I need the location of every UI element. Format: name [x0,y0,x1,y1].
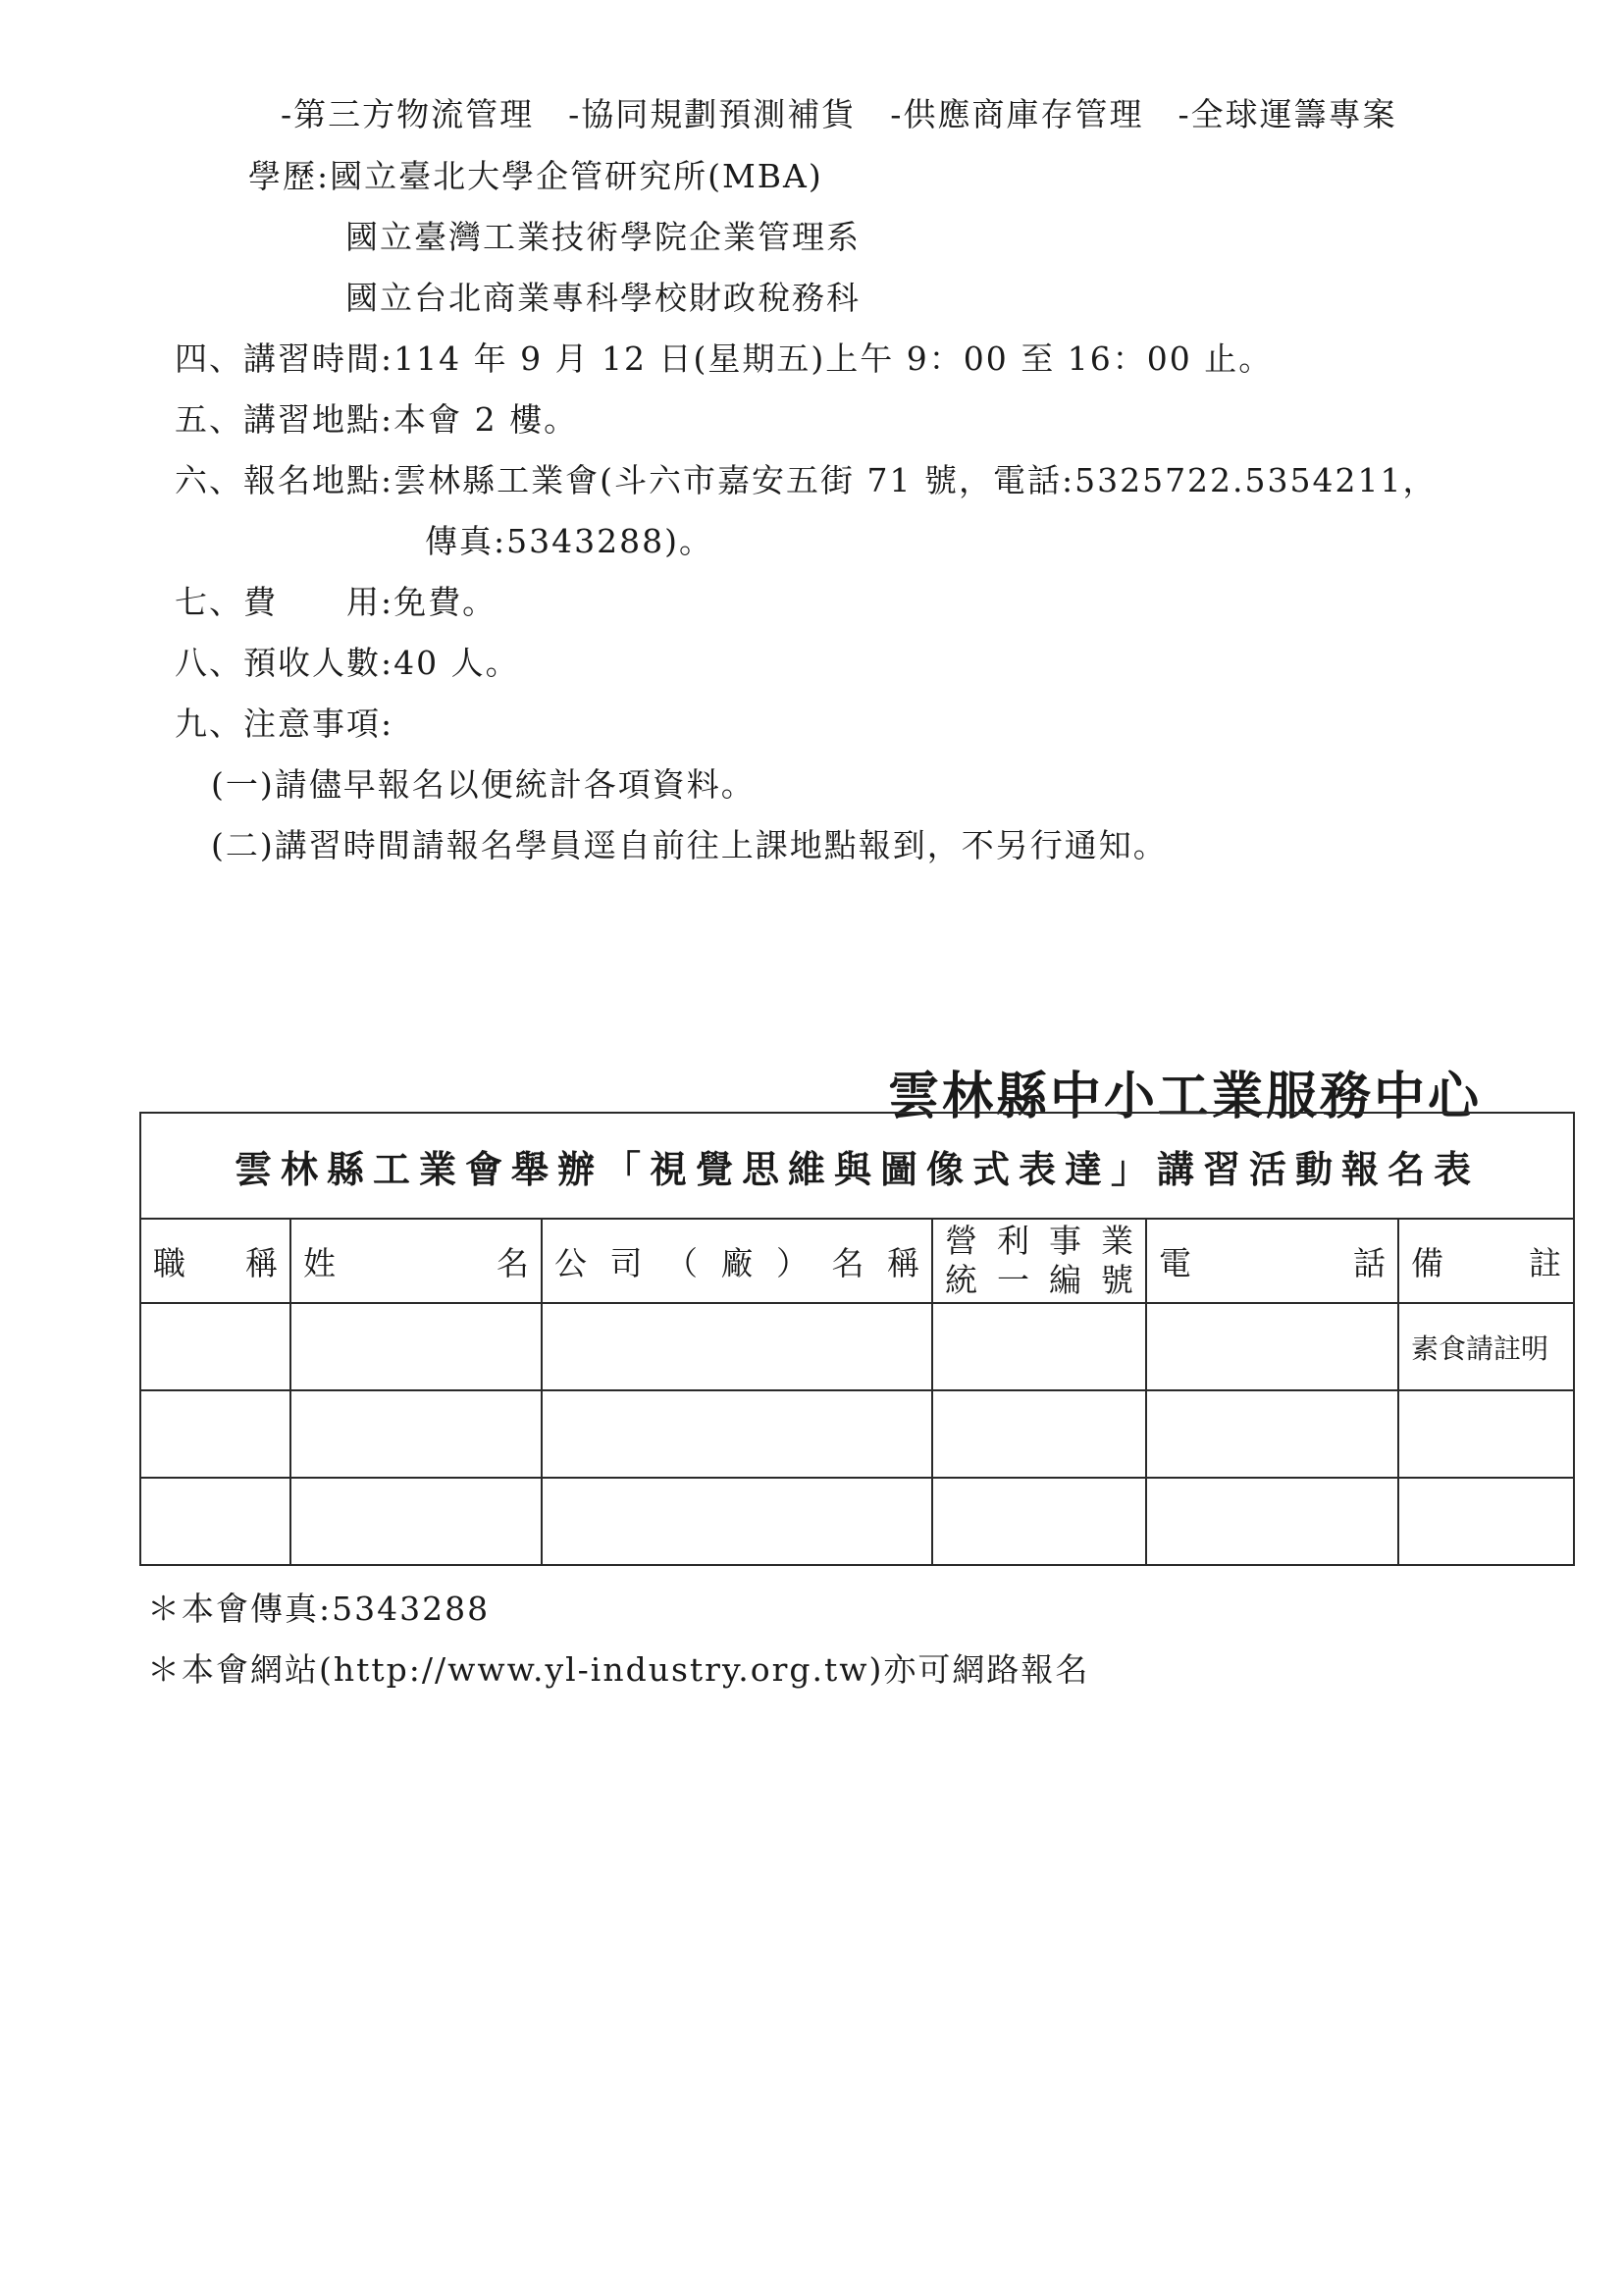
cell-name[interactable] [290,1478,542,1565]
org-title: 雲林縣中小工業服務中心 [888,1067,1483,1126]
header-char: 司 [609,1243,643,1282]
header-char: 號 [1101,1261,1133,1299]
form-title: 雲林縣工業會舉辦「視覺思維與圖像式表達」講習活動報名表 [140,1113,1574,1219]
cell-company[interactable] [542,1303,932,1390]
header-char: 利 [997,1222,1029,1260]
table-row [140,1303,1574,1390]
header-char: 職 [153,1243,185,1282]
fee-item: 七、費 用:免費。 [175,583,497,621]
cell-name[interactable] [290,1303,542,1390]
header-char: 電 [1159,1243,1191,1282]
education-item: 國立台北商業專科學校財政稅務科 [345,279,861,317]
header-char: 公 [554,1243,587,1282]
table-row [140,1390,1574,1478]
header-job-title [140,1219,290,1303]
education-first-line [248,157,823,196]
cell-phone[interactable] [1146,1390,1398,1478]
header-name [290,1219,542,1303]
header-tax-id [932,1219,1146,1303]
cell-name[interactable] [290,1390,542,1478]
cell-remark[interactable] [1398,1390,1574,1478]
cell-remark[interactable] [1398,1478,1574,1565]
cell-tax-id[interactable] [932,1478,1146,1565]
header-char: 統 [945,1261,977,1299]
header-char: 名 [831,1243,864,1282]
header-char: 事 [1049,1222,1081,1260]
header-char: 業 [1101,1222,1133,1260]
cell-phone[interactable] [1146,1303,1398,1390]
cell-job-title[interactable] [140,1478,290,1565]
header-phone [1146,1219,1398,1303]
header-char: 名 [497,1243,529,1282]
header-char: 廠 [720,1243,754,1282]
cell-job-title[interactable] [140,1390,290,1478]
cell-company[interactable] [542,1390,932,1478]
signup-item: 六、報名地點:雲林縣工業會(斗六市嘉安五街 71 號，電話:5325722.5354211， [175,461,1438,499]
signup-fax-line: 傳真:5343288)。 [425,522,713,560]
education-label: 學歷: [248,157,331,195]
header-char: 一 [997,1261,1029,1299]
header-char: 姓 [303,1243,336,1282]
cell-phone[interactable] [1146,1478,1398,1565]
cell-tax-id[interactable] [932,1303,1146,1390]
notes-heading: 九、注意事項: [175,704,394,743]
header-char: 稱 [887,1243,919,1282]
header-company [542,1219,932,1303]
registration-form [139,1112,1575,1566]
header-char: 編 [1049,1261,1081,1299]
note-item: (一)請儘早報名以便統計各項資料。 [211,765,756,804]
header-char: 營 [945,1222,977,1260]
education-item: 國立臺北大學企管研究所(MBA) [330,157,823,195]
header-char: 備 [1411,1243,1443,1282]
education-item: 國立臺灣工業技術學院企業管理系 [345,218,861,256]
cell-job-title[interactable] [140,1303,290,1390]
expertise-line: -第三方物流管理 -協同規劃預測補貨 -供應商庫存管理 -全球運籌專案 [281,95,1397,133]
vegetarian-note: 素食請註明 [1411,1331,1549,1365]
cell-tax-id[interactable] [932,1390,1146,1478]
header-char: （ [665,1243,698,1282]
header-char: 註 [1529,1243,1562,1282]
location-item: 五、講習地點:本會 2 樓。 [175,400,579,439]
header-char: 話 [1353,1243,1386,1282]
note-item: (二)講習時間請報名學員逕自前往上課地點報到，不另行通知。 [211,826,1168,864]
header-char: 稱 [245,1243,278,1282]
header-char: ） [776,1243,809,1282]
schedule-item: 四、講習時間:114 年 9 月 12 日(星期五)上午 9：00 至 16：00 止。 [175,339,1274,378]
footer-fax: ＊本會傳真:5343288 [147,1590,491,1628]
cell-remark[interactable] [1398,1303,1574,1390]
cell-company[interactable] [542,1478,932,1565]
table-row [140,1478,1574,1565]
footer-website: ＊本會網站(http://www.yl-industry.org.tw)亦可網路報名 [147,1650,1090,1689]
header-remark [1398,1219,1574,1303]
quota-item: 八、預收人數:40 人。 [175,644,520,682]
